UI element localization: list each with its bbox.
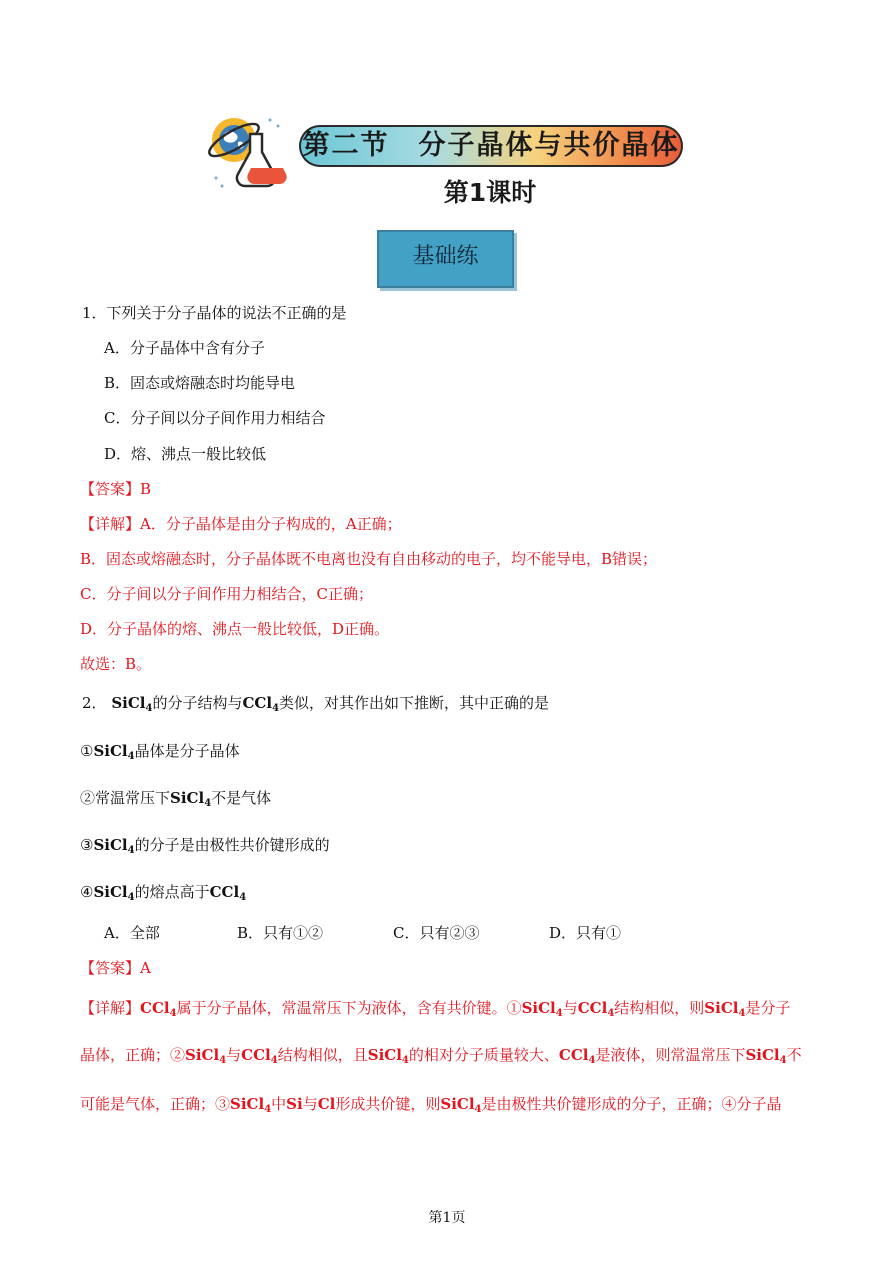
q2-option-d: D．只有① (549, 924, 622, 942)
q1-detail-line-5: 故选：B。 (80, 655, 152, 673)
q2-detail-line-2: 晶体，正确；②SiCl$_4$与CCl$_4$结构相似，且SiCl$_4$的相对分子质量较大、CCl$_4$是液体，则常温常压下SiCl$_4$不 (80, 1046, 802, 1066)
q1-stem: 1．下列关于分子晶体的说法不正确的是 (82, 304, 347, 322)
q1-detail-line-4: D．分子晶体的熔、沸点一般比较低，D正确。 (80, 620, 390, 638)
q1-answer (80, 479, 151, 499)
stem-text: 类似，对其作出如下推断，其中正确的是 (279, 694, 550, 712)
q2-option-b: B．只有①② (237, 924, 324, 942)
detail-tag: 【详解】 (80, 515, 141, 533)
q1-option-c: C．分子间以分子间作用力相结合 (104, 409, 326, 427)
q2-detail-line-3: 可能是气体，正确；③SiCl$_4$中Si与Cl形成共价键，则SiCl$_4$是由极性共价键形成的分子，正确；④分子晶 (80, 1095, 782, 1115)
q2-item-4: ④SiCl$_4$的熔点高于CCl$_4$ (80, 883, 247, 903)
page-number: 第1页 (428, 1210, 466, 1226)
q2-item-3: ③SiCl$_4$的分子是由极性共价键形成的 (80, 836, 330, 856)
q2-number: 2． (82, 694, 107, 712)
q2-detail-line-1: 【详解】CCl$_4$属于分子晶体，常温常压下为液体，含有共价键。①SiCl$_4$与CCl$_4$结构相似，则SiCl$_4$是分子 (80, 999, 791, 1019)
answer-tag: 【答案】 (80, 480, 141, 498)
formula-ccl4: CCl$_4$ (242, 694, 280, 714)
q2-option-a: A．全部 (104, 924, 160, 942)
detail-text: A．分子晶体是由分子构成的，A正确； (140, 515, 402, 533)
q2-option-c: C．只有②③ (393, 924, 480, 942)
flask-globe-logo-icon (204, 112, 288, 192)
q2-item-1: ①SiCl$_4$晶体是分子晶体 (80, 742, 240, 762)
q2-item-2: ②常温常压下SiCl$_4$不是气体 (80, 789, 272, 809)
lesson-subtitle: 第1课时 (443, 178, 537, 207)
q1-option-b: B．固态或熔融态时均能导电 (104, 374, 296, 392)
section-label: 基础练 (412, 244, 479, 269)
answer-tag: 【答案】 (80, 959, 141, 977)
q1-option-d: D．熔、沸点一般比较低 (104, 445, 267, 463)
page-title: 第二节 分子晶体与共价晶体 (302, 130, 680, 161)
formula-sicl4: SiCl$_4$ (111, 694, 153, 714)
q2-stem (82, 693, 549, 713)
q1-option-a: A．分子晶体中含有分子 (104, 339, 265, 357)
q2-answer (80, 958, 151, 978)
answer-value: A (140, 959, 151, 977)
q1-detail-line-2: B．固态或熔融态时，分子晶体既不电离也没有自由移动的电子，均不能导电，B错误； (80, 550, 658, 568)
stem-text: 的分子结构与 (152, 694, 243, 712)
q1-detail-line-3: C．分子间以分子间作用力相结合，C正确； (80, 585, 373, 603)
answer-value: B (140, 480, 152, 498)
q1-detail-line-1 (80, 514, 402, 534)
